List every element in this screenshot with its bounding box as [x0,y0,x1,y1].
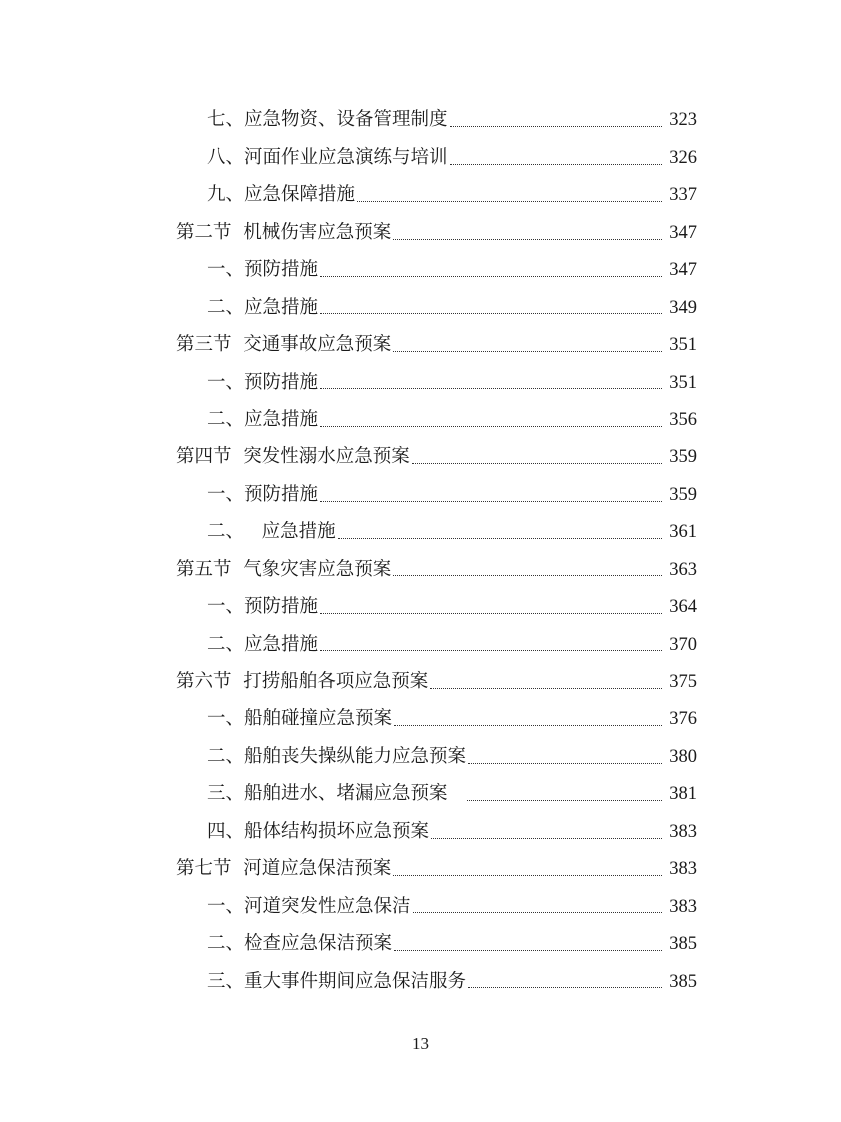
toc-entry [0,738,841,775]
toc-entry-page: 323 [669,110,697,131]
toc-entry-title: 二、船舶丧失操纵能力应急预案 [207,745,467,767]
toc-section-heading [0,551,841,588]
toc-entry-page: 326 [669,147,697,168]
toc-entry-page: 359 [669,447,697,468]
toc-dot-leader [430,688,662,689]
toc-entry-page: 385 [669,934,697,955]
toc-dot-leader [394,950,662,951]
toc-entry-title: 第二节 机械伤害应急预案 [176,221,392,243]
toc-entry-page: 356 [669,409,697,430]
toc-entry-title: 四、船体结构损坏应急预案 [207,820,430,842]
toc-entry [0,963,841,1000]
toc-entry-title: 一、预防措施 [207,259,319,281]
toc-dot-leader [338,538,662,539]
toc-entry-page: 359 [669,484,697,505]
toc-dot-leader [468,987,662,988]
toc-entry-page: 380 [669,746,697,767]
toc-entry-title: 八、河面作业应急演练与培训 [207,146,448,168]
toc-entry-page: 370 [669,634,697,655]
toc-section-heading [0,851,841,888]
toc-dot-leader [450,126,662,127]
toc-entry-page: 337 [669,185,697,206]
toc-section-heading [0,214,841,251]
toc-entry [0,626,841,663]
toc-entry-page: 347 [669,222,697,243]
toc-entry [0,701,841,738]
toc-entry-page: 364 [669,597,697,618]
toc-entry-title: 一、船舶碰撞应急预案 [207,708,393,730]
toc-entry-page: 351 [669,335,697,356]
toc-dot-leader [320,650,662,651]
toc-dot-leader [320,388,662,389]
toc-entry-title: 第六节 打捞船舶各项应急预案 [176,671,429,693]
toc-entry-page: 363 [669,559,697,580]
toc-entry-page: 383 [669,821,697,842]
toc-entry-page: 381 [669,784,697,805]
toc-dot-leader [431,838,662,839]
toc-entry-title: 第七节 河道应急保洁预案 [176,858,392,880]
toc-entry-page: 375 [669,672,697,693]
toc-dot-leader [450,164,662,165]
toc-entry-title: 第四节 突发性溺水应急预案 [176,446,410,468]
toc-dot-leader [320,313,662,314]
toc-entry-title: 二、应急措施 [207,633,319,655]
toc-entry-title: 七、应急物资、设备管理制度 [207,109,448,131]
toc-entry-title: 二、应急措施 [207,408,319,430]
table-of-contents [0,102,841,1001]
toc-entry [0,402,841,439]
toc-dot-leader [393,875,662,876]
toc-entry [0,102,841,139]
toc-entry-title: 一、预防措施 [207,483,319,505]
toc-section-heading [0,327,841,364]
toc-section-heading [0,664,841,701]
toc-dot-leader [468,763,662,764]
toc-entry-title: 第五节 气象灾害应急预案 [176,558,392,580]
toc-entry-title: 三、重大事件期间应急保洁服务 [207,970,467,992]
toc-dot-leader [393,239,662,240]
toc-dot-leader [413,912,662,913]
toc-section-heading [0,439,841,476]
toc-entry [0,926,841,963]
toc-entry-page: 361 [669,522,697,543]
toc-entry-page: 347 [669,260,697,281]
toc-dot-leader [467,800,662,801]
toc-entry-title: 一、河道突发性应急保洁 [207,895,411,917]
toc-entry [0,514,841,551]
toc-entry [0,813,841,850]
toc-entry [0,139,841,176]
toc-dot-leader [393,351,662,352]
toc-dot-leader [412,463,662,464]
toc-entry-page: 376 [669,709,697,730]
toc-dot-leader [393,575,662,576]
toc-dot-leader [320,613,662,614]
toc-entry-title: 二、 应急措施 [207,521,336,543]
toc-dot-leader [394,725,662,726]
toc-entry [0,776,841,813]
toc-dot-leader [320,276,662,277]
toc-entry [0,177,841,214]
toc-entry-title: 二、应急措施 [207,296,319,318]
page-number: 13 [412,1034,429,1053]
toc-entry [0,289,841,326]
toc-entry-page: 385 [669,971,697,992]
toc-entry-page: 349 [669,297,697,318]
toc-entry-title: 第三节 交通事故应急预案 [176,334,392,356]
toc-entry-page: 351 [669,372,697,393]
toc-entry [0,252,841,289]
toc-entry-page: 383 [669,859,697,880]
toc-entry [0,589,841,626]
toc-dot-leader [357,201,662,202]
toc-entry-page: 383 [669,896,697,917]
toc-entry-title: 三、船舶进水、堵漏应急预案 [207,783,466,805]
toc-dot-leader [320,426,662,427]
toc-entry-title: 一、预防措施 [207,371,319,393]
toc-entry [0,476,841,513]
toc-dot-leader [320,501,662,502]
toc-entry-title: 一、预防措施 [207,596,319,618]
toc-entry-title: 九、应急保障措施 [207,184,356,206]
toc-entry [0,364,841,401]
toc-entry-title: 二、检查应急保洁预案 [207,933,393,955]
toc-entry [0,888,841,925]
